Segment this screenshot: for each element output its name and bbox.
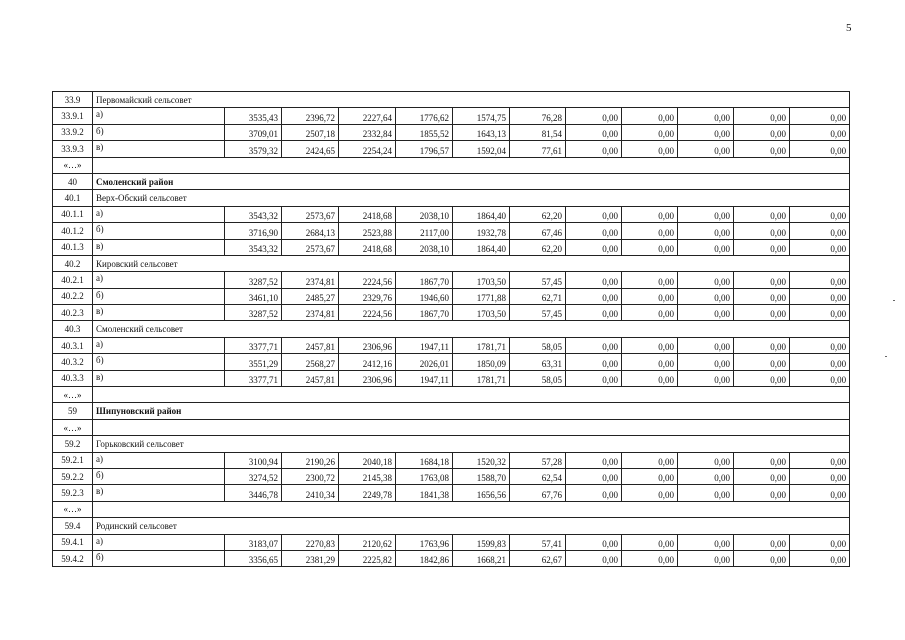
- row-label: в): [93, 485, 225, 501]
- value-cell: 0,00: [734, 223, 790, 239]
- value-cell: 0,00: [678, 305, 734, 321]
- value-cell: 3543,32: [225, 239, 282, 255]
- value-cell: 0,00: [790, 370, 850, 386]
- row-label: б): [93, 354, 225, 370]
- value-cell: 0,00: [678, 141, 734, 157]
- row-code: 40.1: [53, 190, 93, 206]
- value-cell: 62,20: [510, 206, 566, 222]
- value-cell: 0,00: [622, 288, 678, 304]
- value-cell: 0,00: [566, 272, 622, 288]
- row-label: б): [93, 223, 225, 239]
- section-row: [53, 255, 850, 271]
- row-label: б): [93, 550, 225, 566]
- value-cell: 3287,52: [225, 272, 282, 288]
- value-cell: 1842,86: [396, 550, 453, 566]
- value-cell: 0,00: [678, 485, 734, 501]
- value-cell: 0,00: [790, 239, 850, 255]
- value-cell: 62,71: [510, 288, 566, 304]
- value-cell: 3551,29: [225, 354, 282, 370]
- value-cell: 2038,10: [396, 239, 453, 255]
- value-cell: 2249,78: [339, 485, 396, 501]
- value-cell: 81,54: [510, 124, 566, 140]
- value-cell: 3377,71: [225, 337, 282, 353]
- table-row: [53, 550, 850, 566]
- value-cell: 3356,65: [225, 550, 282, 566]
- row-code: 40: [53, 173, 93, 189]
- table-row: [53, 485, 850, 501]
- value-cell: 0,00: [678, 337, 734, 353]
- value-cell: 2684,13: [282, 223, 339, 239]
- value-cell: 2457,81: [282, 337, 339, 353]
- value-cell: 0,00: [566, 108, 622, 124]
- table-row: [53, 354, 850, 370]
- row-label: б): [93, 288, 225, 304]
- value-cell: 0,00: [566, 468, 622, 484]
- row-code: 59: [53, 403, 93, 419]
- value-cell: 1781,71: [453, 370, 510, 386]
- value-cell: 0,00: [790, 534, 850, 550]
- value-cell: 77,61: [510, 141, 566, 157]
- value-cell: 1947,11: [396, 337, 453, 353]
- value-cell: 0,00: [622, 485, 678, 501]
- value-cell: 2523,88: [339, 223, 396, 239]
- value-cell: 2038,10: [396, 206, 453, 222]
- value-cell: 0,00: [678, 354, 734, 370]
- section-name: Родинский сельсовет: [93, 518, 850, 534]
- value-cell: 0,00: [566, 534, 622, 550]
- section-row: [53, 436, 850, 452]
- value-cell: 3579,32: [225, 141, 282, 157]
- value-cell: 2412,16: [339, 354, 396, 370]
- section-name: Горьковский сельсовет: [93, 436, 850, 452]
- value-cell: 0,00: [734, 141, 790, 157]
- margin-mark: [885, 356, 887, 357]
- value-cell: 0,00: [790, 141, 850, 157]
- table-row: [53, 272, 850, 288]
- row-code: 40.2.2: [53, 288, 93, 304]
- value-cell: 3274,52: [225, 468, 282, 484]
- table-row: [53, 370, 850, 386]
- value-cell: 1781,71: [453, 337, 510, 353]
- row-code: 59.2.2: [53, 468, 93, 484]
- value-cell: 2418,68: [339, 239, 396, 255]
- value-cell: 2507,18: [282, 124, 339, 140]
- table-row: [53, 288, 850, 304]
- value-cell: 1763,96: [396, 534, 453, 550]
- value-cell: 2457,81: [282, 370, 339, 386]
- value-cell: 1684,18: [396, 452, 453, 468]
- row-code: 40.3.1: [53, 337, 93, 353]
- value-cell: 1864,40: [453, 206, 510, 222]
- ellipsis-row: [53, 419, 850, 435]
- value-cell: 0,00: [622, 223, 678, 239]
- value-cell: 0,00: [734, 468, 790, 484]
- value-cell: 0,00: [622, 468, 678, 484]
- value-cell: 0,00: [734, 485, 790, 501]
- value-cell: 0,00: [734, 206, 790, 222]
- row-code: 40.2.3: [53, 305, 93, 321]
- section-row: [53, 321, 850, 337]
- value-cell: 1574,75: [453, 108, 510, 124]
- value-cell: 2418,68: [339, 206, 396, 222]
- section-row: [53, 92, 850, 108]
- value-cell: 1668,21: [453, 550, 510, 566]
- value-cell: 0,00: [566, 141, 622, 157]
- value-cell: 0,00: [790, 550, 850, 566]
- value-cell: 0,00: [678, 124, 734, 140]
- row-code: 40.2: [53, 255, 93, 271]
- value-cell: 0,00: [790, 452, 850, 468]
- value-cell: 0,00: [566, 485, 622, 501]
- table-row: [53, 534, 850, 550]
- value-cell: 1588,70: [453, 468, 510, 484]
- row-label: а): [93, 337, 225, 353]
- value-cell: 2306,96: [339, 337, 396, 353]
- value-cell: 0,00: [734, 370, 790, 386]
- row-code: 59.4: [53, 518, 93, 534]
- value-cell: 2424,65: [282, 141, 339, 157]
- value-cell: 3461,10: [225, 288, 282, 304]
- row-code: 40.3: [53, 321, 93, 337]
- value-cell: 2568,27: [282, 354, 339, 370]
- row-code: 59.2.1: [53, 452, 93, 468]
- value-cell: 67,76: [510, 485, 566, 501]
- row-label: б): [93, 124, 225, 140]
- row-label: в): [93, 239, 225, 255]
- value-cell: 0,00: [734, 534, 790, 550]
- table-row: [53, 337, 850, 353]
- value-cell: 0,00: [678, 288, 734, 304]
- value-cell: 0,00: [622, 337, 678, 353]
- value-cell: 1864,40: [453, 239, 510, 255]
- value-cell: 2224,56: [339, 272, 396, 288]
- margin-mark: [893, 300, 895, 301]
- value-cell: 0,00: [790, 288, 850, 304]
- value-cell: 1850,09: [453, 354, 510, 370]
- ellipsis-filler: [93, 157, 850, 173]
- row-label: а): [93, 108, 225, 124]
- ellipsis-row: [53, 387, 850, 403]
- section-name: Первомайский сельсовет: [93, 92, 850, 108]
- table-row: [53, 468, 850, 484]
- value-cell: 0,00: [790, 468, 850, 484]
- row-code: 40.1.3: [53, 239, 93, 255]
- value-cell: 2120,62: [339, 534, 396, 550]
- row-code: «…»: [53, 501, 93, 517]
- value-cell: 62,20: [510, 239, 566, 255]
- value-cell: 0,00: [622, 124, 678, 140]
- section-row: [53, 518, 850, 534]
- row-code: 40.1.1: [53, 206, 93, 222]
- value-cell: 0,00: [734, 305, 790, 321]
- value-cell: 0,00: [734, 452, 790, 468]
- value-cell: 0,00: [790, 485, 850, 501]
- value-cell: 2396,72: [282, 108, 339, 124]
- value-cell: 0,00: [734, 354, 790, 370]
- row-label: а): [93, 534, 225, 550]
- value-cell: 1599,83: [453, 534, 510, 550]
- value-cell: 0,00: [678, 206, 734, 222]
- value-cell: 2329,76: [339, 288, 396, 304]
- row-code: 33.9.2: [53, 124, 93, 140]
- value-cell: 1932,78: [453, 223, 510, 239]
- value-cell: 2254,24: [339, 141, 396, 157]
- section-name: Кировский сельсовет: [93, 255, 850, 271]
- row-label: а): [93, 206, 225, 222]
- row-code: 59.4.2: [53, 550, 93, 566]
- value-cell: 0,00: [790, 206, 850, 222]
- value-cell: 2225,82: [339, 550, 396, 566]
- value-cell: 0,00: [790, 354, 850, 370]
- value-cell: 2026,01: [396, 354, 453, 370]
- value-cell: 0,00: [566, 337, 622, 353]
- value-cell: 1841,38: [396, 485, 453, 501]
- value-cell: 0,00: [566, 370, 622, 386]
- value-cell: 0,00: [566, 452, 622, 468]
- value-cell: 63,31: [510, 354, 566, 370]
- ellipsis-filler: [93, 419, 850, 435]
- value-cell: 0,00: [622, 354, 678, 370]
- value-cell: 0,00: [734, 337, 790, 353]
- value-cell: 0,00: [622, 206, 678, 222]
- value-cell: 62,54: [510, 468, 566, 484]
- value-cell: 1656,56: [453, 485, 510, 501]
- row-code: 40.3.3: [53, 370, 93, 386]
- value-cell: 0,00: [566, 239, 622, 255]
- value-cell: 0,00: [622, 370, 678, 386]
- value-cell: 2573,67: [282, 239, 339, 255]
- value-cell: 0,00: [678, 108, 734, 124]
- value-cell: 2300,72: [282, 468, 339, 484]
- row-code: 33.9.1: [53, 108, 93, 124]
- table-row: [53, 141, 850, 157]
- value-cell: 0,00: [678, 272, 734, 288]
- value-cell: 1946,60: [396, 288, 453, 304]
- value-cell: 67,46: [510, 223, 566, 239]
- section-row: [53, 403, 850, 419]
- row-code: 40.2.1: [53, 272, 93, 288]
- value-cell: 0,00: [734, 288, 790, 304]
- value-cell: 0,00: [790, 337, 850, 353]
- value-cell: 58,05: [510, 370, 566, 386]
- value-cell: 0,00: [566, 550, 622, 566]
- value-cell: 0,00: [622, 550, 678, 566]
- value-cell: 0,00: [734, 239, 790, 255]
- value-cell: 0,00: [566, 305, 622, 321]
- value-cell: 62,67: [510, 550, 566, 566]
- value-cell: 2381,29: [282, 550, 339, 566]
- value-cell: 0,00: [566, 354, 622, 370]
- value-cell: 1947,11: [396, 370, 453, 386]
- row-code: 59.4.1: [53, 534, 93, 550]
- value-cell: 2270,83: [282, 534, 339, 550]
- value-cell: 0,00: [790, 108, 850, 124]
- value-cell: 2332,84: [339, 124, 396, 140]
- row-label: б): [93, 468, 225, 484]
- value-cell: 1520,32: [453, 452, 510, 468]
- value-cell: 2374,81: [282, 305, 339, 321]
- value-cell: 58,05: [510, 337, 566, 353]
- section-name: Шипуновский район: [93, 403, 850, 419]
- value-cell: 0,00: [734, 272, 790, 288]
- value-cell: 0,00: [790, 272, 850, 288]
- value-cell: 1763,08: [396, 468, 453, 484]
- table-row: [53, 452, 850, 468]
- value-cell: 0,00: [734, 108, 790, 124]
- value-cell: 0,00: [678, 239, 734, 255]
- table-row: [53, 239, 850, 255]
- table-row: [53, 124, 850, 140]
- table-row: [53, 223, 850, 239]
- value-cell: 1867,70: [396, 305, 453, 321]
- value-cell: 0,00: [790, 223, 850, 239]
- ellipsis-filler: [93, 387, 850, 403]
- value-cell: 3377,71: [225, 370, 282, 386]
- value-cell: 3543,32: [225, 206, 282, 222]
- row-label: в): [93, 305, 225, 321]
- row-label: в): [93, 141, 225, 157]
- value-cell: 1867,70: [396, 272, 453, 288]
- value-cell: 0,00: [678, 452, 734, 468]
- value-cell: 0,00: [790, 305, 850, 321]
- value-cell: 0,00: [566, 124, 622, 140]
- row-code: 40.3.2: [53, 354, 93, 370]
- value-cell: 3183,07: [225, 534, 282, 550]
- value-cell: 0,00: [790, 124, 850, 140]
- value-cell: 0,00: [566, 223, 622, 239]
- ellipsis-filler: [93, 501, 850, 517]
- value-cell: 1703,50: [453, 272, 510, 288]
- row-code: 59.2: [53, 436, 93, 452]
- table-row: [53, 305, 850, 321]
- value-cell: 0,00: [622, 272, 678, 288]
- section-row: [53, 190, 850, 206]
- value-cell: 0,00: [622, 239, 678, 255]
- row-label: в): [93, 370, 225, 386]
- value-cell: 2227,64: [339, 108, 396, 124]
- row-code: 33.9: [53, 92, 93, 108]
- value-cell: 0,00: [622, 108, 678, 124]
- row-code: 33.9.3: [53, 141, 93, 157]
- value-cell: 2306,96: [339, 370, 396, 386]
- value-cell: 3446,78: [225, 485, 282, 501]
- value-cell: 3287,52: [225, 305, 282, 321]
- value-cell: 2374,81: [282, 272, 339, 288]
- value-cell: 0,00: [678, 468, 734, 484]
- table-body: [53, 92, 850, 567]
- value-cell: 1771,88: [453, 288, 510, 304]
- value-cell: 0,00: [622, 305, 678, 321]
- value-cell: 2224,56: [339, 305, 396, 321]
- value-cell: 0,00: [678, 534, 734, 550]
- ellipsis-row: [53, 157, 850, 173]
- tariff-table: [52, 91, 850, 567]
- page-number: 5: [846, 22, 852, 34]
- value-cell: 3716,90: [225, 223, 282, 239]
- row-code: «…»: [53, 387, 93, 403]
- value-cell: 57,45: [510, 305, 566, 321]
- value-cell: 3100,94: [225, 452, 282, 468]
- section-name: Смоленский район: [93, 173, 850, 189]
- value-cell: 0,00: [678, 370, 734, 386]
- value-cell: 57,45: [510, 272, 566, 288]
- value-cell: 1643,13: [453, 124, 510, 140]
- value-cell: 2485,27: [282, 288, 339, 304]
- value-cell: 1796,57: [396, 141, 453, 157]
- section-row: [53, 173, 850, 189]
- value-cell: 76,28: [510, 108, 566, 124]
- row-code: 40.1.2: [53, 223, 93, 239]
- value-cell: 2040,18: [339, 452, 396, 468]
- value-cell: 2117,00: [396, 223, 453, 239]
- row-label: а): [93, 452, 225, 468]
- value-cell: 0,00: [678, 550, 734, 566]
- value-cell: 2190,26: [282, 452, 339, 468]
- value-cell: 2410,34: [282, 485, 339, 501]
- value-cell: 0,00: [622, 141, 678, 157]
- value-cell: 2145,38: [339, 468, 396, 484]
- section-name: Смоленский сельсовет: [93, 321, 850, 337]
- value-cell: 1855,52: [396, 124, 453, 140]
- value-cell: 0,00: [622, 452, 678, 468]
- table-row: [53, 206, 850, 222]
- section-name: Верх-Обский сельсовет: [93, 190, 850, 206]
- value-cell: 1776,62: [396, 108, 453, 124]
- value-cell: 1592,04: [453, 141, 510, 157]
- value-cell: 3535,43: [225, 108, 282, 124]
- value-cell: 0,00: [566, 288, 622, 304]
- value-cell: 3709,01: [225, 124, 282, 140]
- row-code: «…»: [53, 419, 93, 435]
- row-label: а): [93, 272, 225, 288]
- value-cell: 57,41: [510, 534, 566, 550]
- value-cell: 0,00: [566, 206, 622, 222]
- ellipsis-row: [53, 501, 850, 517]
- value-cell: 57,28: [510, 452, 566, 468]
- value-cell: 0,00: [678, 223, 734, 239]
- value-cell: 0,00: [734, 550, 790, 566]
- value-cell: 1703,50: [453, 305, 510, 321]
- value-cell: 0,00: [622, 534, 678, 550]
- value-cell: 0,00: [734, 124, 790, 140]
- table-row: [53, 108, 850, 124]
- row-code: «…»: [53, 157, 93, 173]
- value-cell: 2573,67: [282, 206, 339, 222]
- row-code: 59.2.3: [53, 485, 93, 501]
